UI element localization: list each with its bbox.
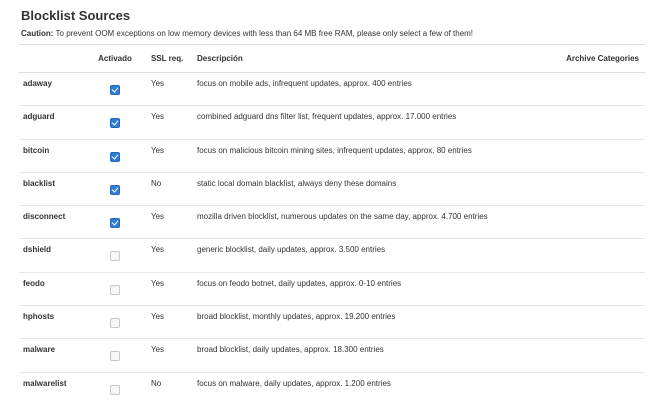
active-cell (83, 372, 147, 403)
source-description: static local domain blacklist, always deny these domains (193, 172, 539, 205)
source-description: focus on mobile ads, infrequent updates, approx. 400 entries (193, 73, 539, 106)
ssl-required: Yes (147, 139, 193, 172)
source-name: bitcoin (19, 139, 83, 172)
table-row (19, 172, 645, 205)
checkbox-unchecked-icon[interactable] (110, 251, 120, 261)
table-row (19, 272, 645, 305)
header-name (19, 45, 83, 73)
checkbox-checked-icon[interactable] (110, 218, 120, 228)
active-cell (83, 272, 147, 305)
ssl-required: Yes (147, 73, 193, 106)
header-active[interactable]: Activado (83, 45, 147, 73)
archive-categories-cell (539, 239, 645, 272)
table-row (19, 106, 645, 139)
checkbox-checked-icon[interactable] (110, 118, 120, 128)
active-cell (83, 239, 147, 272)
source-description: focus on feodo botnet, daily updates, approx. 0-10 entries (193, 272, 539, 305)
source-name: adaway (19, 73, 83, 106)
table-row (19, 239, 645, 272)
table-header-row (19, 45, 645, 73)
active-cell (83, 73, 147, 106)
caution-label: Caution: (21, 29, 54, 38)
table-row (19, 339, 645, 372)
header-ssl[interactable]: SSL req. (147, 45, 193, 73)
source-name: malwarelist (19, 372, 83, 403)
active-cell (83, 306, 147, 339)
source-name: feodo (19, 272, 83, 305)
header-archive-categories[interactable]: Archive Categories (539, 45, 645, 73)
active-cell (83, 172, 147, 205)
archive-categories-cell (539, 73, 645, 106)
ssl-required: No (147, 172, 193, 205)
active-cell (83, 139, 147, 172)
header-description[interactable]: Descripción (193, 45, 539, 73)
ssl-required: Yes (147, 339, 193, 372)
ssl-required: Yes (147, 206, 193, 239)
section-title: Blocklist Sources (21, 8, 131, 23)
source-name: dshield (19, 239, 83, 272)
source-description: combined adguard dns filter list, frequent updates, approx. 17.000 entries (193, 106, 539, 139)
blocklist-table (19, 44, 645, 403)
archive-categories-cell (539, 106, 645, 139)
source-name: adguard (19, 106, 83, 139)
source-name: hphosts (19, 306, 83, 339)
table-row (19, 206, 645, 239)
ssl-required: No (147, 372, 193, 403)
caution-note (21, 29, 473, 38)
caution-text: To prevent OOM exceptions on low memory devices with less than 64 MB free RAM, please only select a few of them! (53, 29, 474, 38)
archive-categories-cell (539, 272, 645, 305)
table-row (19, 139, 645, 172)
active-cell (83, 106, 147, 139)
archive-categories-cell (539, 139, 645, 172)
source-name: disconnect (19, 206, 83, 239)
source-description: focus on malicious bitcoin mining sites, infrequent updates, approx. 80 entries (193, 139, 539, 172)
source-description: generic blocklist, daily updates, approx. 3.500 entries (193, 239, 539, 272)
checkbox-checked-icon[interactable] (110, 85, 120, 95)
active-cell (83, 206, 147, 239)
archive-categories-cell (539, 306, 645, 339)
checkbox-unchecked-icon[interactable] (110, 285, 120, 295)
source-description: mozilla driven blocklist, numerous updates on the same day, approx. 4.700 entries (193, 206, 539, 239)
table-row (19, 372, 645, 403)
table-row (19, 306, 645, 339)
source-description: broad blocklist, daily updates, approx. 18.300 entries (193, 339, 539, 372)
source-description: broad blocklist, monthly updates, approx. 19.200 entries (193, 306, 539, 339)
table-row (19, 73, 645, 106)
archive-categories-cell (539, 372, 645, 403)
archive-categories-cell (539, 206, 645, 239)
checkbox-checked-icon[interactable] (110, 185, 120, 195)
source-name: blacklist (19, 172, 83, 205)
ssl-required: Yes (147, 239, 193, 272)
ssl-required: Yes (147, 272, 193, 305)
checkbox-unchecked-icon[interactable] (110, 318, 120, 328)
ssl-required: Yes (147, 106, 193, 139)
source-description: focus on malware, daily updates, approx. 1.200 entries (193, 372, 539, 403)
checkbox-unchecked-icon[interactable] (110, 351, 120, 361)
checkbox-unchecked-icon[interactable] (110, 385, 120, 395)
ssl-required: Yes (147, 306, 193, 339)
checkbox-checked-icon[interactable] (110, 152, 120, 162)
active-cell (83, 339, 147, 372)
archive-categories-cell (539, 172, 645, 205)
source-name: malware (19, 339, 83, 372)
archive-categories-cell (539, 339, 645, 372)
